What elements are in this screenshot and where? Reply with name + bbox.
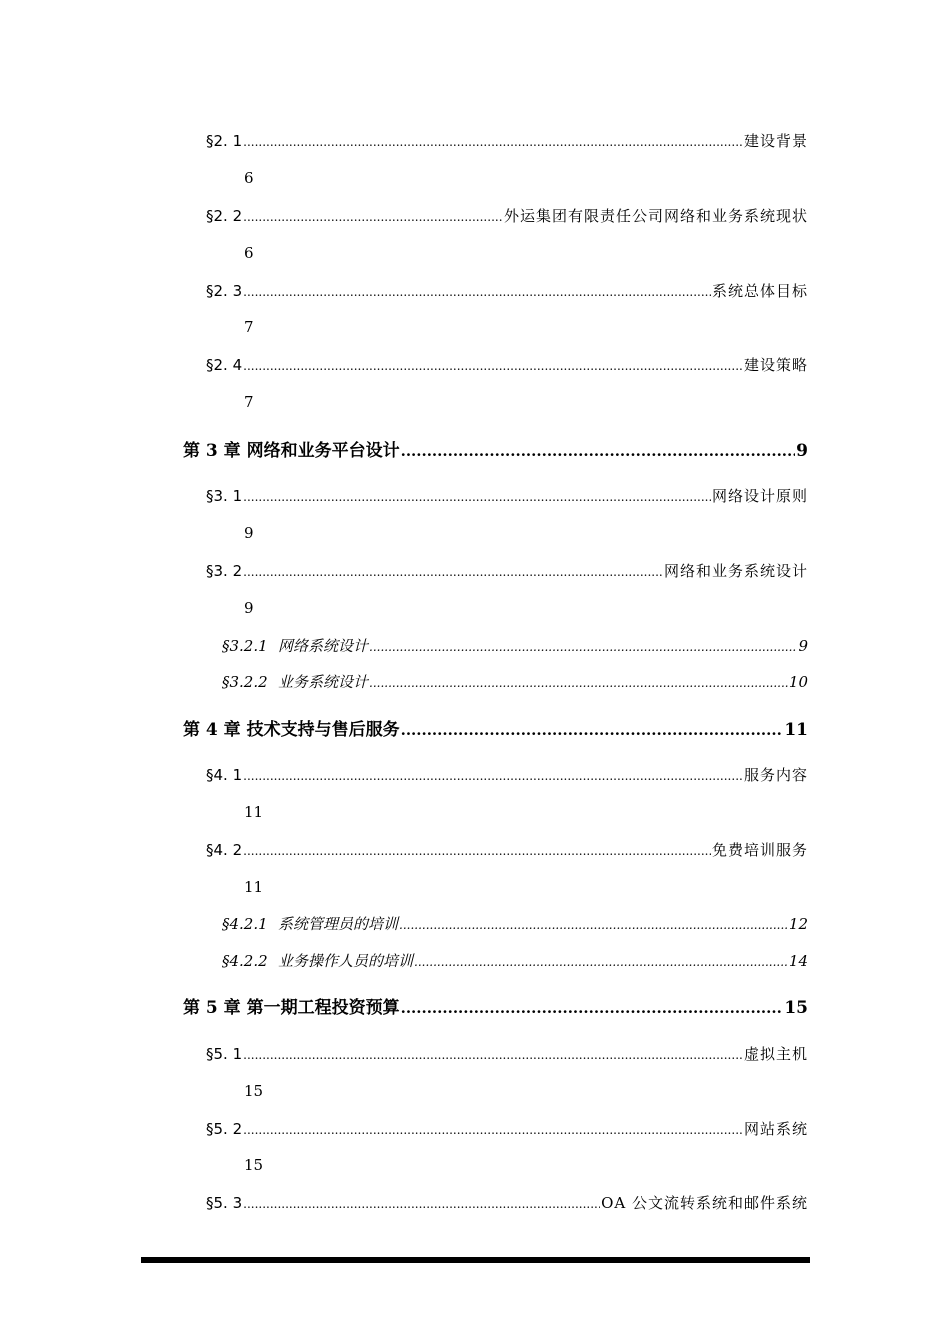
section-title: 外运集团有限责任公司网络和业务系统现状 [503, 207, 808, 225]
subsection-title: 业务系统设计 [278, 673, 369, 691]
section-number: §3. 1 [206, 487, 243, 505]
section-number: §2. 2 [206, 207, 243, 225]
section-number: §4. 2 [206, 841, 243, 859]
section-number: §2. 4 [206, 356, 243, 374]
section-number: §5. 3 [206, 1194, 243, 1212]
subsection-page-number: 12 [788, 915, 808, 933]
section-title: 服务内容 [743, 766, 808, 784]
page-number: 9 [244, 524, 254, 542]
section-number: §2. 1 [206, 132, 243, 150]
toc-entry[interactable] [206, 1043, 808, 1064]
page-number: 11 [244, 803, 264, 821]
page-number: 15 [244, 1082, 264, 1100]
dot-leader [399, 918, 788, 932]
chapter-page-number: 9 [796, 441, 808, 461]
toc-entry[interactable] [206, 354, 808, 375]
toc-chapter-entry[interactable] [183, 715, 808, 740]
toc-entry[interactable] [206, 1192, 808, 1213]
subsection-page-number: 9 [798, 637, 808, 655]
section-number: §2. 3 [206, 282, 243, 300]
chapter-page-number: 11 [784, 720, 808, 740]
dot-leader [414, 955, 788, 969]
section-number: §5. 2 [206, 1120, 243, 1138]
subsection-number: §4.2.1 [222, 915, 268, 933]
subsection-title: 网络系统设计 [278, 637, 369, 655]
toc-subsection-entry[interactable] [222, 635, 808, 656]
subsection-number: §3.2.2 [222, 673, 268, 691]
toc-entry[interactable] [206, 130, 808, 151]
subsection-page-number: 14 [788, 952, 808, 970]
dot-leader [243, 1123, 743, 1137]
section-number: §3. 2 [206, 562, 243, 580]
dot-leader [243, 285, 711, 299]
page-number: 15 [244, 1156, 264, 1174]
toc-subsection-entry[interactable] [222, 671, 808, 692]
section-number: §5. 1 [206, 1045, 243, 1063]
toc-entry[interactable] [206, 764, 808, 785]
toc-chapter-entry[interactable] [183, 436, 808, 461]
toc-entry[interactable] [206, 839, 808, 860]
section-title: 虚拟主机 [743, 1045, 808, 1063]
dot-leader [369, 676, 788, 690]
dot-leader [243, 359, 743, 373]
toc-entry[interactable] [206, 560, 808, 581]
dot-leader [243, 565, 663, 579]
section-title: OA 公文流转系统和邮件系统 [601, 1194, 808, 1212]
section-title: 免费培训服务 [711, 841, 808, 859]
dot-leader [243, 490, 711, 504]
dot-leader [243, 1197, 600, 1211]
footer-rule [141, 1257, 810, 1263]
subsection-number: §4.2.2 [222, 952, 268, 970]
dot-leader [401, 999, 784, 1017]
subsection-title: 业务操作人员的培训 [278, 952, 414, 970]
dot-leader [401, 721, 784, 739]
subsection-title: 系统管理员的培训 [278, 915, 399, 933]
dot-leader [401, 442, 796, 460]
toc-entry[interactable] [206, 1118, 808, 1139]
toc-entry[interactable] [206, 205, 808, 226]
toc-entry[interactable] [206, 280, 808, 301]
subsection-page-number: 10 [788, 673, 808, 691]
toc-chapter-entry[interactable] [183, 993, 808, 1018]
toc-subsection-entry[interactable] [222, 950, 808, 971]
dot-leader [243, 210, 503, 224]
page-number: 9 [244, 599, 254, 617]
section-title: 网络设计原则 [711, 487, 808, 505]
dot-leader [369, 640, 797, 654]
page-number: 11 [244, 878, 264, 896]
dot-leader [243, 769, 743, 783]
page-number: 7 [244, 393, 254, 411]
section-title: 建设背景 [743, 132, 808, 150]
chapter-title: 第 4 章 技术支持与售后服务 [183, 720, 400, 740]
dot-leader [243, 135, 743, 149]
section-title: 建设策略 [743, 356, 808, 374]
toc-subsection-entry[interactable] [222, 913, 808, 934]
section-title: 网站系统 [743, 1120, 808, 1138]
page-number: 7 [244, 318, 254, 336]
section-title: 网络和业务系统设计 [663, 562, 808, 580]
toc-entry[interactable] [206, 485, 808, 506]
dot-leader [243, 1048, 743, 1062]
dot-leader [243, 844, 711, 858]
chapter-page-number: 15 [784, 998, 808, 1018]
page-number: 6 [244, 244, 254, 262]
chapter-title: 第 5 章 第一期工程投资预算 [183, 998, 400, 1018]
section-title: 系统总体目标 [711, 282, 808, 300]
chapter-title: 第 3 章 网络和业务平台设计 [183, 441, 400, 461]
page-number: 6 [244, 169, 254, 187]
section-number: §4. 1 [206, 766, 243, 784]
subsection-number: §3.2.1 [222, 637, 268, 655]
